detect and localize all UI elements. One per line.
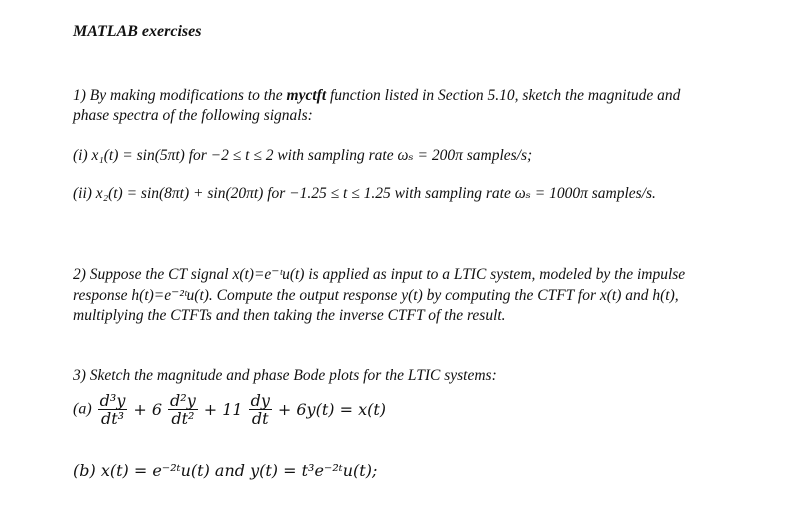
fraction-numerator: dy xyxy=(250,391,270,410)
plus-6-term: + 6 xyxy=(133,400,163,419)
plus-11-term: + 11 xyxy=(203,400,243,419)
q2-line2: response h(t)=e⁻²ᵗu(t). Compute the output response y(t) by computing the CTFT for x(t) and h(t), xyxy=(73,287,679,304)
q2-line3: multiplying the CTFTs and then taking the inverse CTFT of the result. xyxy=(73,307,506,324)
q1-line1-suffix: function listed in Section 5.10, sketch the magnitude and xyxy=(326,87,681,104)
q1-item-i: (i) x₁(t) = sin(5πt) for −2 ≤ t ≤ 2 with sampling rate ωₛ = 200π samples/s; xyxy=(73,147,533,164)
fraction-denominator: dt² xyxy=(171,409,195,428)
page-title: MATLAB exercises xyxy=(73,23,202,40)
fraction-numerator: d³y xyxy=(99,391,126,410)
q3-formula-b: (b) x(t) = e⁻²ᵗu(t) and y(t) = t³e⁻²ᵗu(t); xyxy=(73,461,378,480)
fraction-numerator: d²y xyxy=(170,391,196,410)
q3-heading: 3) Sketch the magnitude and phase Bode plots for the LTIC systems: xyxy=(73,367,497,384)
fraction-d3y-dt3 xyxy=(98,392,128,427)
q1-line2: phase spectra of the following signals: xyxy=(73,107,313,124)
q2-line1: 2) Suppose the CT signal x(t)=e⁻ᵗu(t) is applied as input to a LTIC system, modeled by the impulse xyxy=(73,266,686,283)
q1-line1-prefix: 1) By making modifications to the xyxy=(73,87,287,104)
q1-line1 xyxy=(73,86,680,106)
fraction-d2y-dt2 xyxy=(168,392,198,427)
fraction-dy-dt xyxy=(249,392,272,427)
fraction-denominator: dt xyxy=(251,409,269,428)
formula-tail: + 6y(t) = x(t) xyxy=(277,400,387,419)
q1-function-name: myctft xyxy=(286,87,327,104)
fraction-denominator: dt³ xyxy=(100,409,125,428)
q3-a-label: (a) xyxy=(73,400,92,418)
q1-item-ii: (ii) x₂(t) = sin(8πt) + sin(20πt) for −1.25 ≤ t ≤ 1.25 with sampling rate ωₛ = 1000π samples/s. xyxy=(73,185,656,202)
q3-formula-a xyxy=(73,392,386,427)
